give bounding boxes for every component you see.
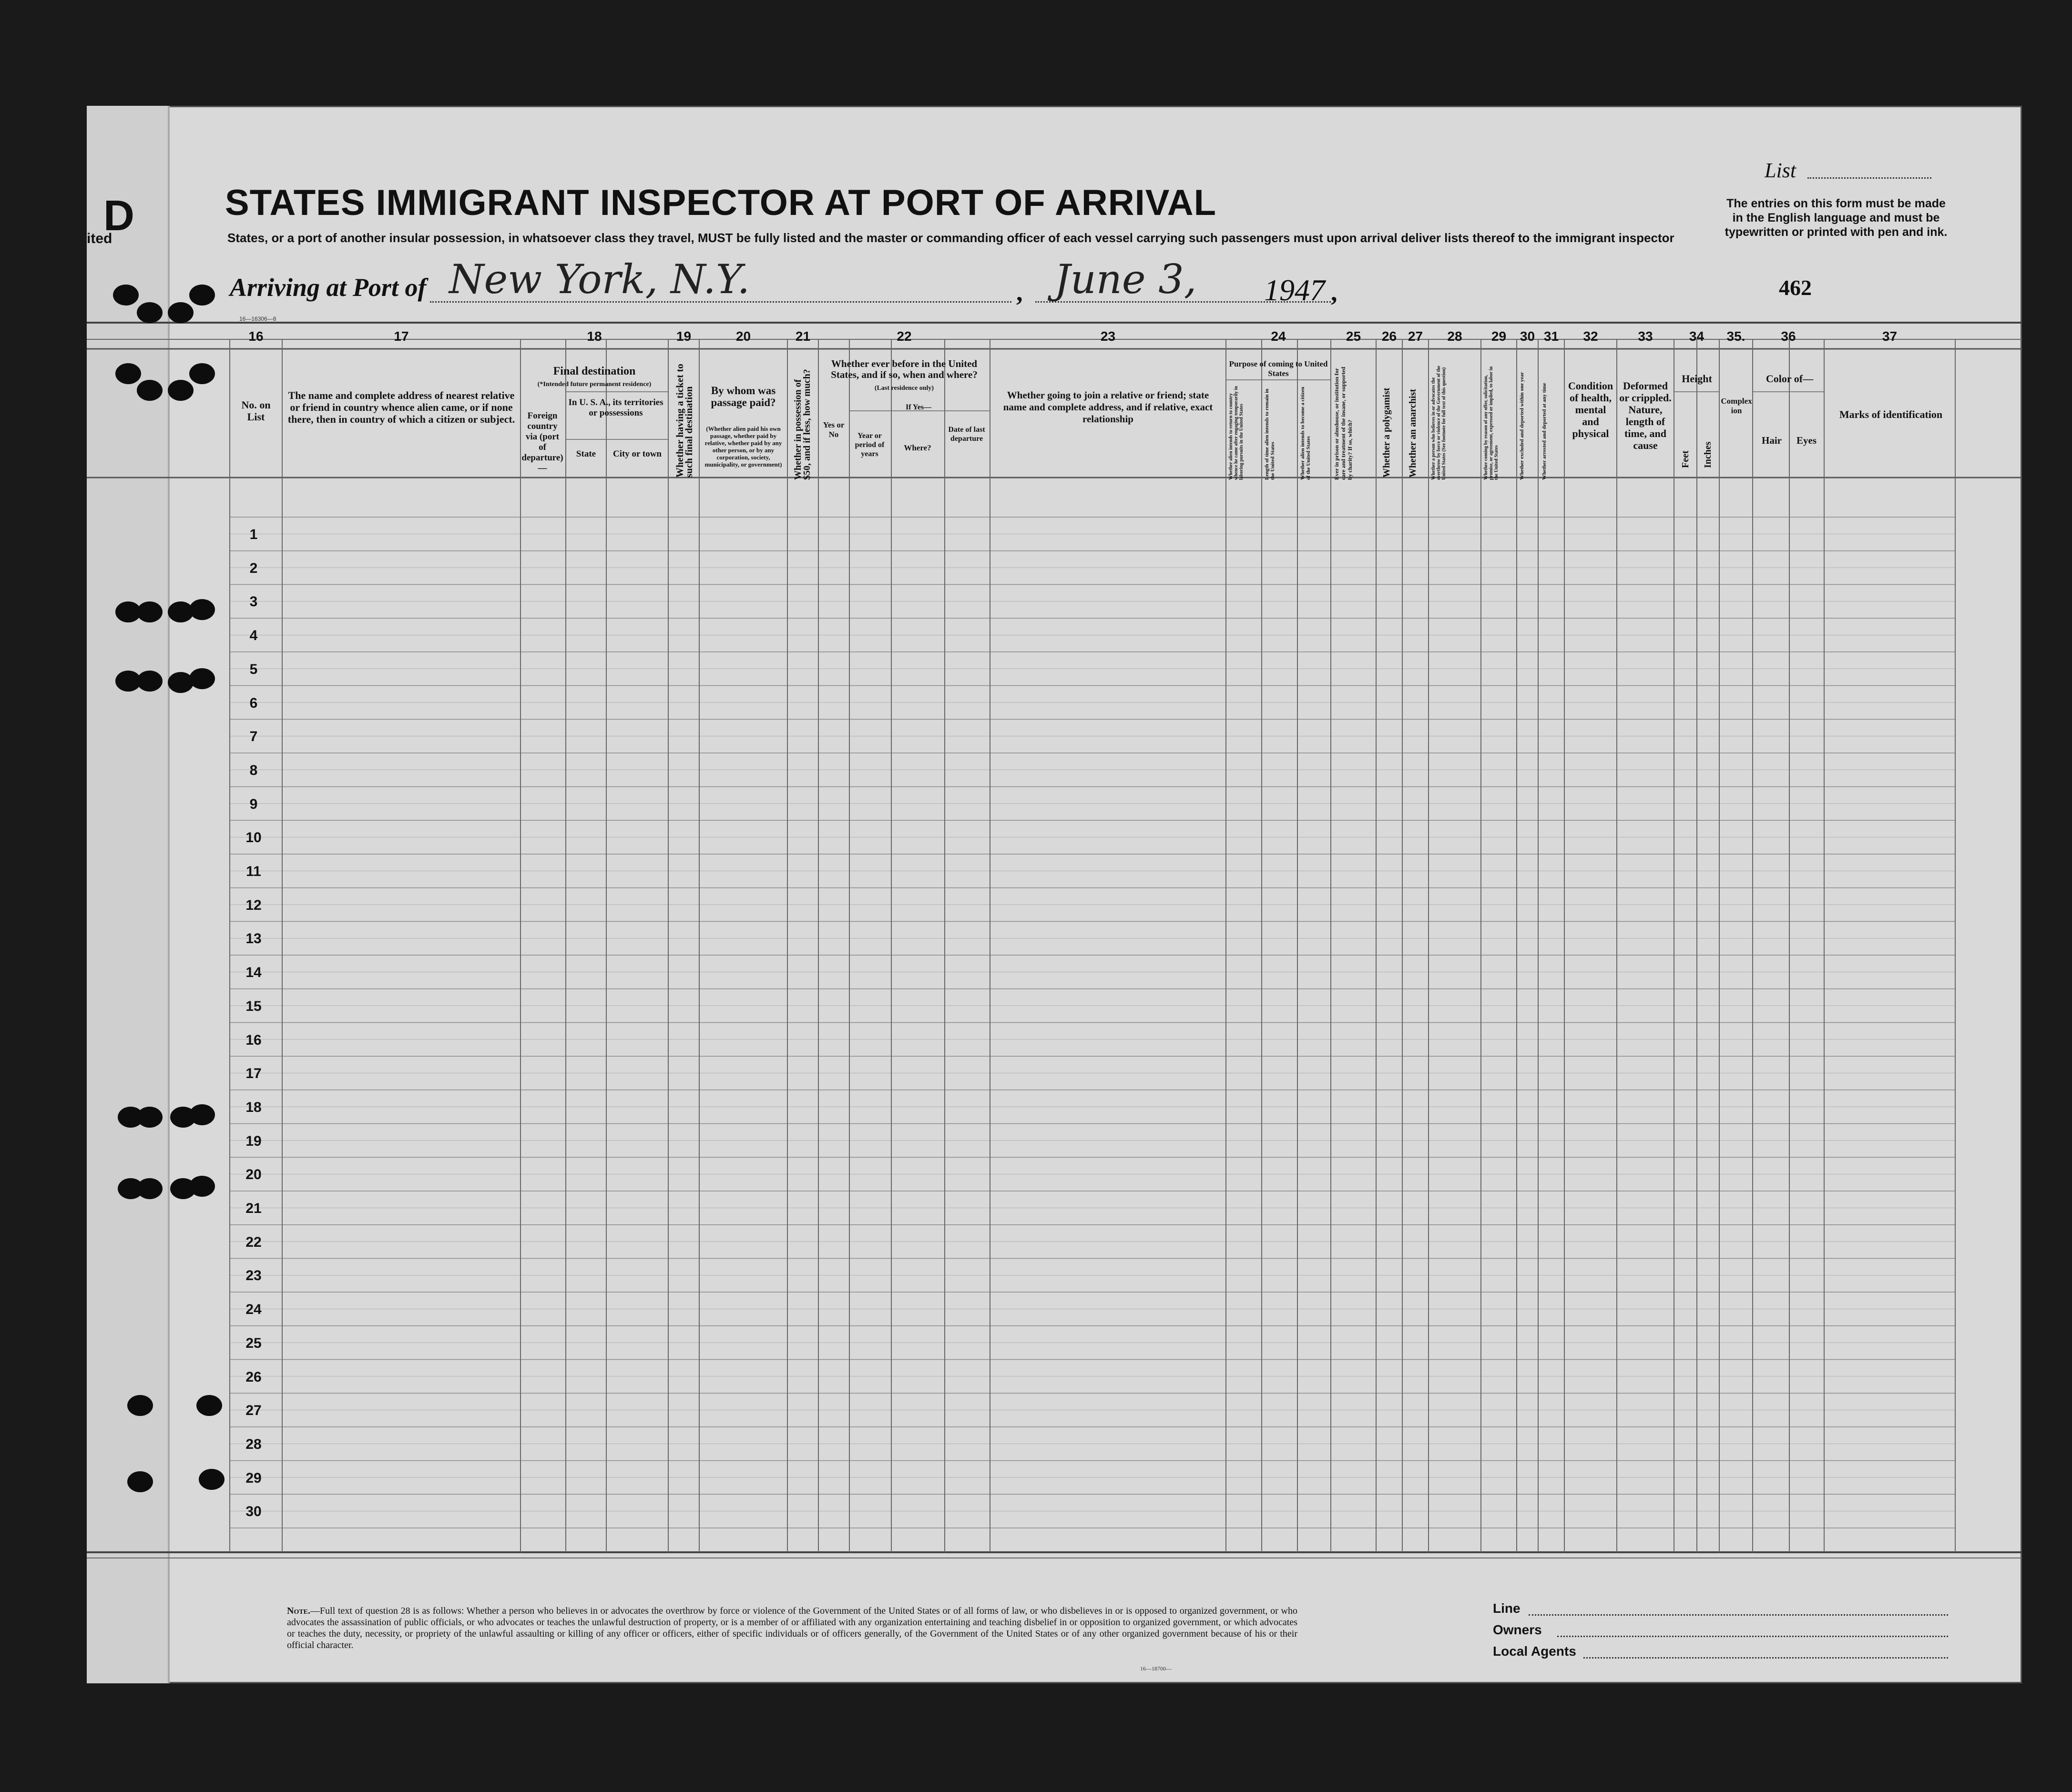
row-number: 12 bbox=[245, 897, 262, 913]
local-agents-label: Local Agents bbox=[1493, 1644, 1576, 1659]
year-value: 1947 bbox=[1264, 273, 1325, 307]
row-number: 13 bbox=[245, 931, 262, 947]
header-feet: Feet bbox=[1680, 450, 1691, 468]
column-number: 28 bbox=[1447, 329, 1462, 344]
form-code: 16—16306—8 bbox=[239, 316, 276, 322]
header-labor-offer: Whether coming by reason of any offer, solicitation, promise, or agreement, expressed or implied, to labor in the United States bbox=[1483, 366, 1499, 480]
row-number: 5 bbox=[249, 661, 258, 677]
header-passage-paid: By whom was passage paid? bbox=[711, 385, 776, 408]
note-text: —Full text of question 28 is as follows: Whether a person who believes in or advocates the overthrow by force or violence of the Government of the United States or of all forms of law, or who disbelieves in or is opposed to organized government, or who advocates the assassination of public officials, or who advocates or teaches the unlawful destruction of property, or is a member of or affiliated with any organization entertaining and teaching disbelief in or opposition to organized government, or which advocates or teaches the duty, necessity, or propriety of the unlawful assaulting or killing of any officer or officers, either of specific individuals or of officers generally, of the Government of the United States or of any other organized government because of his or their official character. bbox=[287, 1606, 1297, 1650]
binding-hole bbox=[113, 285, 139, 305]
header-final-destination: Final destination bbox=[553, 365, 636, 377]
header-state: State bbox=[576, 449, 596, 459]
binding-hole bbox=[189, 363, 215, 384]
form-subtitle: States, or a port of another insular possession, in whatsoever class they travel, MUST be fully listed and the master or commanding officer of each vessel carrying such passengers must upon arrival deliver lists thereof to the immigrant inspector bbox=[227, 231, 1674, 245]
header-purpose-return: Whether alien intends to return to country whence he came after engaging temporarily in laboring pursuits in the United States bbox=[1228, 386, 1244, 480]
header-excluded: Whether excluded and deported within one year bbox=[1519, 372, 1525, 480]
column-number: 22 bbox=[897, 329, 912, 344]
column-number: 24 bbox=[1271, 329, 1286, 344]
header-in-usa: In U. S. A., its territories or possessions bbox=[568, 397, 663, 418]
row-number: 19 bbox=[245, 1133, 262, 1149]
header-yes-no: Yes or No bbox=[823, 420, 845, 439]
row-number: 16 bbox=[245, 1032, 262, 1048]
row-number: 20 bbox=[245, 1167, 262, 1183]
column-number: 34 bbox=[1689, 329, 1705, 344]
row-number: 30 bbox=[245, 1504, 262, 1520]
row-number: 28 bbox=[245, 1436, 262, 1452]
row-number: 9 bbox=[249, 796, 258, 812]
header-height: Height bbox=[1682, 373, 1712, 385]
line-label: Line bbox=[1493, 1601, 1521, 1616]
column-number: 26 bbox=[1381, 329, 1397, 344]
handwritten-date: June 3, bbox=[1054, 256, 1197, 303]
header-year-period: Year or period of years bbox=[855, 432, 885, 458]
header-prison-almshouse: Ever in prison or almshouse, or institution for care and treatment of the insane, or supported by charity? If so, which? bbox=[1333, 367, 1353, 480]
header-polygamist: Whether a polygamist bbox=[1381, 387, 1392, 478]
row-number: 15 bbox=[245, 998, 262, 1014]
header-marks-identification: Marks of identification bbox=[1839, 408, 1943, 420]
footnote-q28 bbox=[287, 1605, 1297, 1651]
binding-hole bbox=[137, 671, 163, 692]
comma-separator: , bbox=[1016, 278, 1023, 306]
column-number: 21 bbox=[795, 329, 811, 344]
comma-separator: , bbox=[1331, 278, 1337, 306]
header-color-of: Color of— bbox=[1766, 373, 1814, 385]
column-number: 20 bbox=[735, 329, 751, 344]
row-number: 2 bbox=[249, 560, 258, 576]
manifest-sheet bbox=[87, 106, 2022, 1683]
row-number: 4 bbox=[249, 628, 258, 644]
column-number: 17 bbox=[394, 329, 409, 344]
left-fragment-text: ited bbox=[87, 231, 112, 246]
row-number: 17 bbox=[245, 1066, 262, 1082]
binding-hole bbox=[196, 1395, 222, 1416]
handwritten-port: New York, N.Y. bbox=[449, 256, 750, 303]
binding-hole bbox=[168, 302, 194, 323]
header-fifty-dollars: Whether in possession of $50, and if less, how much? bbox=[793, 369, 812, 480]
row-number: 10 bbox=[245, 830, 262, 846]
binding-hole bbox=[137, 380, 163, 401]
header-eyes: Eyes bbox=[1796, 435, 1817, 446]
binding-hole bbox=[168, 601, 194, 622]
row-number: 26 bbox=[245, 1369, 262, 1385]
column-number: 37 bbox=[1882, 329, 1898, 344]
local-agents-field[interactable] bbox=[1583, 1657, 1948, 1659]
header-if-yes: If Yes— bbox=[905, 403, 932, 411]
column-number: 16 bbox=[248, 329, 264, 344]
header-purpose-length: Length of time alien intends to remain in the United States bbox=[1264, 388, 1276, 480]
header-arrested: Whether arrested and deported at any time bbox=[1541, 383, 1547, 480]
form-title: STATES IMMIGRANT INSPECTOR AT PORT OF ARRIVAL bbox=[225, 183, 1217, 223]
column-number: 29 bbox=[1491, 329, 1507, 344]
header-final-destination-note: (*Intended future permanent residence) bbox=[537, 381, 652, 388]
left-fragment-letter: D bbox=[103, 192, 134, 240]
column-number: 30 bbox=[1520, 329, 1535, 344]
binding-hole bbox=[137, 1107, 163, 1128]
binding-hole bbox=[189, 668, 215, 689]
form-instructions: The entries on this form must be made in the English language and must be typewritten or printed with pen and ink. bbox=[1725, 197, 1948, 239]
binding-hole bbox=[170, 1178, 196, 1199]
header-purpose-citizen: Whether alien intends to become a citizen of the United States bbox=[1300, 387, 1311, 480]
header-inches: Inches bbox=[1703, 441, 1713, 468]
binding-hole bbox=[115, 363, 141, 384]
header-no-on-list: No. on List bbox=[241, 399, 271, 423]
header-complexion: Complexion bbox=[1721, 397, 1752, 415]
column-number: 25 bbox=[1346, 329, 1361, 344]
row-number: 1 bbox=[249, 527, 258, 542]
row-number: 27 bbox=[245, 1403, 262, 1419]
list-label: List bbox=[1765, 159, 1796, 182]
header-deformed: Deformed or crippled. Nature, length of time, and cause bbox=[1619, 380, 1672, 451]
column-number: 36 bbox=[1781, 329, 1796, 344]
binding-hole bbox=[199, 1469, 225, 1490]
arriving-label: Arriving at Port of bbox=[230, 273, 427, 302]
row-number: 23 bbox=[245, 1268, 262, 1284]
binding-hole bbox=[168, 380, 194, 401]
header-hair: Hair bbox=[1762, 435, 1782, 446]
column-number: 32 bbox=[1583, 329, 1598, 344]
row-number: 22 bbox=[245, 1234, 262, 1250]
owners-label: Owners bbox=[1493, 1622, 1542, 1637]
binding-hole bbox=[137, 1178, 163, 1199]
header-purpose: Purpose of coming to United States bbox=[1229, 359, 1328, 378]
header-relative-address: The name and complete address of nearest relative or friend in country whence alien came, or if none there, then in country of which a citizen or subject. bbox=[287, 389, 515, 425]
binding-hole bbox=[137, 601, 163, 622]
owners-field[interactable] bbox=[1557, 1636, 1948, 1637]
column-number: 35. bbox=[1726, 329, 1745, 344]
header-join-relative: Whether going to join a relative or friend; state name and complete address, and if relative, exact relationship bbox=[1003, 389, 1213, 425]
binding-hole bbox=[168, 672, 194, 693]
row-number: 18 bbox=[245, 1099, 262, 1115]
row-number: 3 bbox=[249, 594, 258, 610]
column-number: 33 bbox=[1638, 329, 1653, 344]
header-health: Condition of health, mental and physical bbox=[1568, 380, 1613, 439]
binding-hole bbox=[170, 1107, 196, 1128]
row-number: 24 bbox=[245, 1302, 262, 1318]
header-ticket: Whether having a ticket to such final destination bbox=[674, 364, 694, 478]
column-number: 18 bbox=[587, 329, 602, 344]
header-passage-paid-note: (Whether alien paid his own passage, whether paid by relative, whether paid by any other person, or by any corporation, society, municipality, or government) bbox=[704, 425, 782, 468]
footer-code: 16—18700— bbox=[1140, 1665, 1172, 1672]
column-number: 23 bbox=[1100, 329, 1116, 344]
header-last-residence: (Last residence only) bbox=[874, 385, 934, 392]
binding-hole bbox=[137, 302, 163, 323]
column-number: 31 bbox=[1543, 329, 1559, 344]
row-number: 21 bbox=[245, 1201, 262, 1216]
row-number: 11 bbox=[246, 864, 261, 879]
header-anarchist: Whether an anarchist bbox=[1408, 389, 1418, 478]
header-overthrow: Whether a person who believes in or advocates the overthrow by force or violence of the Government of the United States (See footnote for full text of this question) bbox=[1431, 366, 1447, 480]
header-where: Where? bbox=[904, 443, 931, 452]
row-number: 29 bbox=[245, 1470, 262, 1486]
row-number: 14 bbox=[245, 965, 262, 981]
header-foreign-country: Foreign country via (port of departure)— bbox=[521, 411, 563, 473]
row-number: 25 bbox=[245, 1335, 262, 1351]
binding-hole bbox=[127, 1395, 153, 1416]
row-number: 7 bbox=[249, 729, 258, 745]
column-number: 27 bbox=[1408, 329, 1423, 344]
row-number: 6 bbox=[249, 695, 258, 711]
binding-hole bbox=[127, 1471, 153, 1492]
line-field[interactable] bbox=[1529, 1614, 1948, 1616]
list-number: 462 bbox=[1779, 275, 1812, 300]
column-number: 19 bbox=[676, 329, 692, 344]
note-label: Note. bbox=[287, 1606, 311, 1616]
header-city: City or town bbox=[612, 449, 662, 459]
header-before-in-us: Whether ever before in the United States, and if so, when and where? bbox=[831, 358, 978, 380]
row-number: 8 bbox=[249, 762, 258, 778]
header-last-departure: Date of last departure bbox=[948, 426, 985, 443]
binding-hole bbox=[189, 285, 215, 305]
